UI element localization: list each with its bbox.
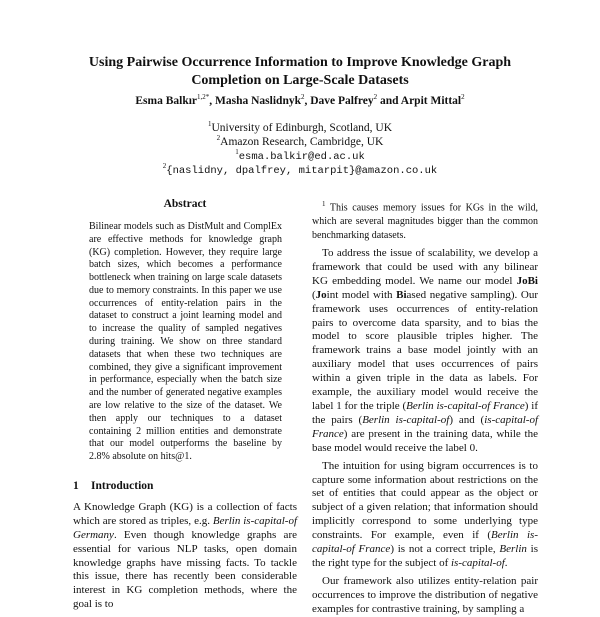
- author-list: [60, 93, 540, 109]
- section-number: 1: [73, 480, 79, 493]
- author-name: Masha Naslidnyk: [215, 95, 301, 107]
- title-line-1: Using Pairwise Occurrence Information to Improve Knowledge Graph: [88, 55, 512, 70]
- email-line-1: [60, 149, 540, 164]
- affiliation-text: University of Edinburgh, Scotland, UK: [211, 122, 393, 134]
- paragraph-scalability: To address the issue of scalability, we develop a framework that could be used with any bilinear KG embedding model. We name our model JoBi (Joint model with Biased negative sampling). Our framework uses occurrences of entity-relation pairs to overcome data sparsity, and to bias the model to score plausible triples higher. The framework trains a base model jointly with an auxiliary model that uses occurrences of pairs within a given triple in the data as labels. For example, the auxiliary model would receive the label 1 for the triple (Berlin is-capital-of France) if the pairs (Berlin is-capital-of) and (is-capital-of France) are present in the training data, while the base model would receive the label 0.: [312, 247, 539, 454]
- paragraph-bigram-intuition: The intuition for using bigram occurrences is to capture some information about restrictions on the set of entities that could appear as the object or subject of a given relation; that information should implicitly correspond to some underlying type constraints. For example, even if (Berlin is-capital-of France) is not a correct triple, Berlin is the right type for the subject of is-capital-of.: [312, 459, 538, 569]
- right-column: [312, 197, 538, 617]
- author-affiliation-mark: 2: [461, 93, 465, 102]
- email-address[interactable]: esma.balkir@ed.ac.uk: [238, 151, 365, 163]
- author-affiliation-mark: 1,2*: [197, 93, 210, 102]
- affiliation-2: [60, 135, 540, 149]
- footnote-text: This causes memory issues for KGs in the wild, which are several magnitudes bigger than the common benchmarking datasets.: [312, 202, 538, 242]
- paper-title: [60, 54, 540, 90]
- email-address[interactable]: {naslidny, dpalfrey, mitarpit}@amazon.co.uk: [166, 165, 438, 177]
- left-column: [73, 197, 297, 612]
- author-separator: and: [377, 95, 401, 107]
- footnote-mark: 1: [322, 200, 326, 208]
- intro-paragraph: A Knowledge Graph (KG) is a collection of facts which are stored as triples, e.g. Berlin is-capital-of Germany. Even though knowledge graphs are essential for various NLP tasks, open domain knowledge graphs have missing facts. To tackle this issue, there has recently been considerable interest in KG completion methods, where the goal is to: [73, 500, 298, 611]
- author-name: Esma Balkır: [135, 95, 198, 107]
- author-name: Dave Palfrey: [310, 95, 374, 107]
- author-separator: ,: [209, 95, 216, 107]
- affiliation-mark: 1: [207, 120, 212, 129]
- paragraph-negative-sampling: Our framework also utilizes entity-relation pair occurrences to improve the distribution of negative examples for contrastive training, by sampling a: [312, 574, 538, 615]
- affiliation-1: [60, 121, 540, 135]
- example-triple: Berlin is-capital-of Germany: [73, 514, 298, 541]
- email-mark: 2: [162, 162, 167, 171]
- author-name: Arpit Mittal: [400, 95, 462, 107]
- model-name: JoBi: [516, 274, 538, 287]
- email-mark: 1: [235, 148, 239, 157]
- affiliation-text: Amazon Research, Cambridge, UK: [220, 136, 384, 148]
- title-line-2: Completion on Large-Scale Datasets: [191, 73, 409, 88]
- author-affiliation-mark: 2: [373, 93, 378, 102]
- author-separator: ,: [304, 95, 311, 107]
- affiliation-mark: 2: [216, 134, 221, 143]
- email-line-2: [60, 163, 540, 178]
- abstract-text: Bilinear models such as DistMult and ComplEx are effective methods for knowledge graph (KG) completion. However, they require large batch sizes, which becomes a performance bottleneck when training on large scale datasets due to memory constraints. In this paper we use occurrences of entity-relation pairs in the dataset to construct a joint learning model and to increase the quality of sampled negatives during training. We show on three standard datasets that when these two techniques are combined, they give a significant improvement in performance, especially when the batch size and the number of generated negative examples are low relative to the size of the dataset. We then apply our techniques to a dataset containing 2 million entities and demonstrate that our model outperforms the baseline by 2.8% absolute on hits@1.: [89, 220, 282, 463]
- author-affiliation-mark: 2: [301, 93, 305, 102]
- abstract-heading: Abstract: [163, 198, 207, 210]
- footnote: [312, 198, 538, 243]
- section-heading-introduction: [73, 480, 297, 494]
- section-title: Introduction: [91, 480, 154, 493]
